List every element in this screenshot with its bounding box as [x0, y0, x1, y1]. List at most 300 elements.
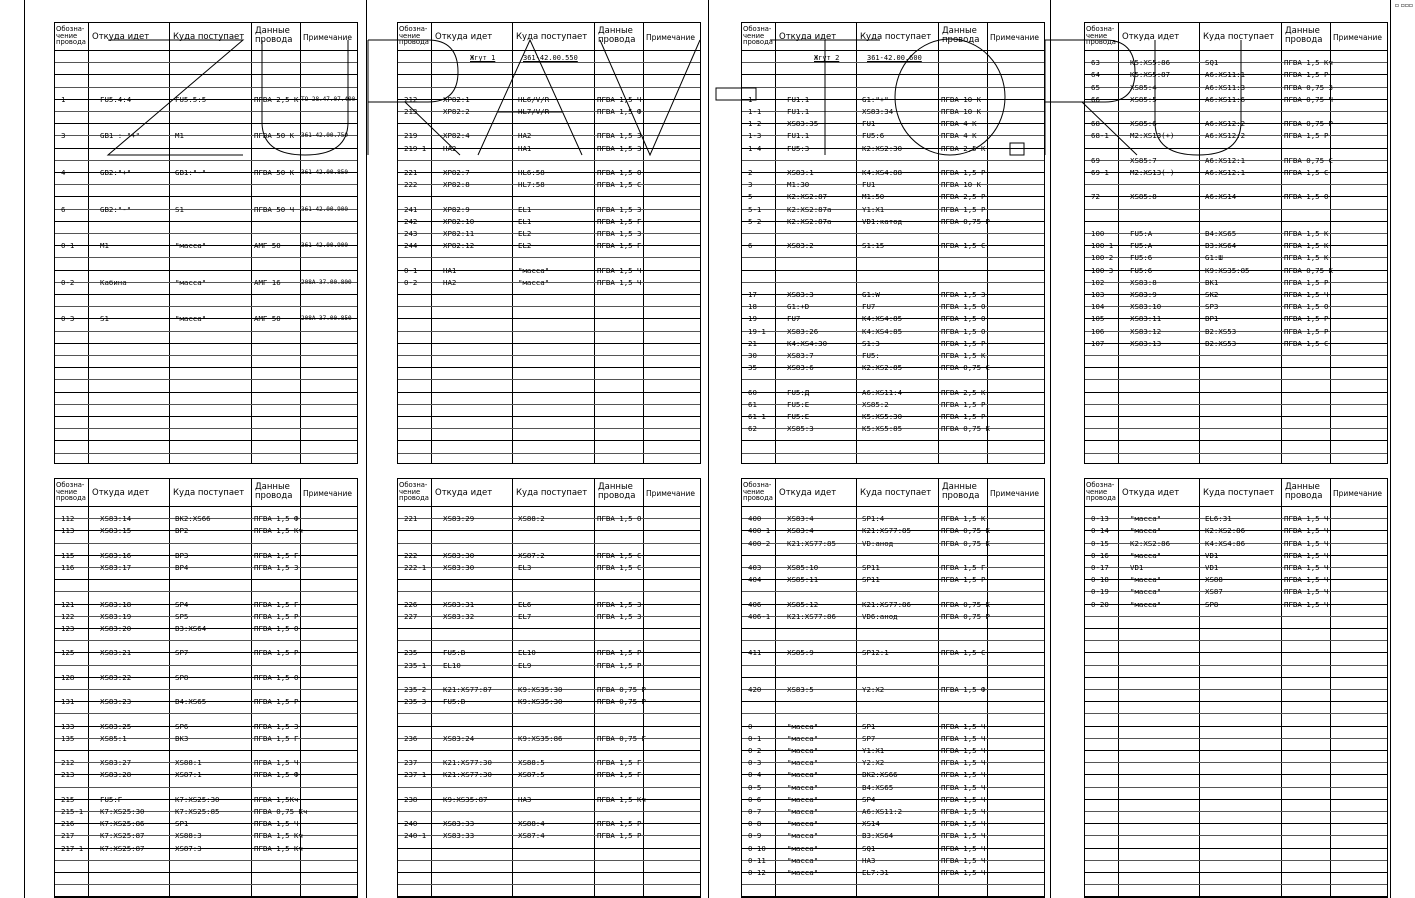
wire-number: 0-3 [61, 314, 75, 324]
wire-number: 1 [748, 94, 753, 104]
header-wire-data: Данные провода [1285, 482, 1323, 501]
wire-number: 222 [404, 180, 418, 190]
wire-data-cell: ПГВА 1,5 С [1284, 167, 1329, 177]
to-cell: K9:XS35:86 [518, 733, 563, 743]
wire-data-cell: ПГВА 2,5 Р [941, 192, 986, 202]
wire-data-cell: ПГВА 1,5 Ч [597, 94, 642, 104]
header-wire-number: Обозна- чение провода [743, 25, 773, 46]
wire-number: 107 [1091, 338, 1105, 348]
to-cell: Y1:X1 [862, 204, 885, 214]
to-cell: "масса" [518, 265, 550, 275]
table-row [398, 733, 700, 745]
to-cell: A6:XS11:2 [862, 806, 903, 816]
wire-number: 0-2 [61, 277, 75, 287]
to-cell: EL1 [518, 204, 532, 214]
wire-data-cell: ПГВА 1,5 Ч [254, 758, 299, 768]
to-cell: XS87:4 [518, 831, 545, 841]
to-cell: BP3 [175, 550, 189, 560]
table-row [1085, 574, 1387, 586]
wire-data-cell: ПГВА 0,75 С [1284, 155, 1333, 165]
from-cell: K5:XS5:86 [1130, 58, 1171, 68]
table-row [398, 513, 700, 525]
table-row [742, 130, 1044, 142]
from-cell: XP82:8 [443, 180, 470, 190]
wire-data-cell: ПГВА 1,5 З [597, 131, 642, 141]
table-row [55, 167, 357, 179]
from-cell: FU5:Г [100, 794, 123, 804]
to-cell: K2:XS2:85 [862, 363, 903, 373]
wire-number: 61 [748, 399, 757, 409]
wire-data-cell: ПГВА 1,5 Ч [941, 733, 986, 743]
wire-data-cell: АМГ 16 [254, 277, 281, 287]
to-cell: B3:XS64 [862, 831, 894, 841]
wire-number: 131 [61, 697, 75, 707]
wire-data-cell: ПГВА 1,5 Ч [1284, 599, 1329, 609]
to-cell: K7:XS25:30 [175, 794, 220, 804]
page-boundary-line [1390, 0, 1391, 898]
wire-number: 69-1 [1091, 167, 1109, 177]
to-cell: FU5:6 [862, 131, 885, 141]
wire-number: 237-1 [404, 770, 427, 780]
wire-table-8 [1084, 478, 1388, 898]
from-cell: FU7 [787, 314, 801, 324]
from-cell: "масса" [1130, 550, 1162, 560]
to-cell: EL6:31 [1205, 514, 1232, 524]
from-cell: FU5:А [1130, 228, 1153, 238]
wire-number: 35 [748, 363, 757, 373]
to-cell: K4:XS4:86 [1205, 538, 1246, 548]
to-cell: VD1 [1205, 550, 1219, 560]
header-wire-number: Обозна- чение провода [56, 481, 86, 502]
to-cell: HL6/V/R [518, 94, 550, 104]
wire-number: 219 [404, 131, 418, 141]
wire-data-cell: ПГВА 1,5 Р [1284, 314, 1329, 324]
table-row [742, 757, 1044, 769]
table-row [742, 143, 1044, 155]
wire-number: 0-7 [748, 806, 762, 816]
wire-number: 0-14 [1091, 526, 1109, 536]
from-cell: "масса" [787, 745, 819, 755]
wire-data-cell: ПГВА 1,5 Ф [597, 106, 642, 116]
from-cell: XS83:4 [787, 514, 814, 524]
header-note: Примечание [990, 33, 1039, 42]
from-cell: XS83:31 [443, 599, 475, 609]
wire-data-cell: ПГВА 1,5 Р [254, 648, 299, 658]
wire-data-cell: ПГВА 1,5 С [941, 241, 986, 251]
wire-number: 2 [748, 167, 753, 177]
from-cell: XS83:33 [443, 819, 475, 829]
from-cell: XS83:5 [787, 684, 814, 694]
to-cell: S1 [175, 204, 184, 214]
from-cell: XS83:15 [100, 526, 132, 536]
wire-number: 1-3 [748, 131, 762, 141]
table-row [742, 867, 1044, 879]
from-cell: HA2 [443, 143, 457, 153]
wire-number: 212 [61, 758, 75, 768]
wire-data-cell: ПГВА 1,5 Р [597, 819, 642, 829]
wire-data-cell: ПГВА 1,5 Г [254, 733, 299, 743]
wire-number: 237 [404, 758, 418, 768]
table-row [398, 696, 700, 708]
to-cell: M1:50 [862, 192, 885, 202]
from-cell: "масса" [787, 831, 819, 841]
wire-number: 64 [1091, 70, 1100, 80]
from-cell: "масса" [787, 770, 819, 780]
to-cell: EL3 [518, 562, 532, 572]
wire-number: 0-10 [748, 843, 766, 853]
wire-number: 4 [61, 167, 66, 177]
table-row [1085, 277, 1387, 289]
table-row [55, 525, 357, 537]
wire-number: 0-12 [748, 867, 766, 877]
wire-number: 0-1 [748, 733, 762, 743]
from-cell: K7:XS25:86 [100, 819, 145, 829]
table-row [742, 350, 1044, 362]
from-cell: XS83:21 [100, 648, 132, 658]
table-row [398, 143, 700, 155]
from-cell: K7:XS25:87 [100, 831, 145, 841]
to-cell: SQ1 [1205, 58, 1219, 68]
wire-number: 215-1 [61, 806, 84, 816]
wire-number: 213 [404, 106, 418, 116]
wire-table-6 [397, 478, 701, 898]
wire-data-cell: ПГВА 0,75 К [1284, 265, 1333, 275]
from-cell: K7:XS25:87 [100, 843, 145, 853]
wire-number: 238 [404, 794, 418, 804]
note-cell: 208А-37.00.850 [301, 315, 352, 323]
wire-number: 1-2 [748, 119, 762, 129]
wire-data-cell: ПГВА 1,5 Кч [597, 794, 646, 804]
from-cell: XS83:20 [100, 623, 132, 633]
wire-data-cell: ПГВА 0,75 С [941, 363, 990, 373]
wire-number: 19 [748, 314, 757, 324]
wire-data-cell: ПГВА 0,75 Р [1284, 119, 1333, 129]
wire-number: 66 [1091, 94, 1100, 104]
wire-number: 403 [748, 562, 762, 572]
wire-data-cell: ПГВА 1,5 О [597, 514, 642, 524]
from-cell: XS85:9 [787, 648, 814, 658]
to-cell: G1:W [862, 289, 880, 299]
table-row [398, 684, 700, 696]
table-row [55, 830, 357, 842]
to-cell: EL2 [518, 241, 532, 251]
wire-data-cell: ПГВА 1,5 Р [597, 648, 642, 658]
from-cell: XP82:11 [443, 228, 475, 238]
wire-data-cell: ПГВА 1,5Кч [254, 794, 299, 804]
table-row [742, 562, 1044, 574]
table-row [55, 806, 357, 818]
to-cell: B3:XS64 [1205, 241, 1237, 251]
to-cell: B2:XS53 [1205, 326, 1237, 336]
table-row [55, 757, 357, 769]
wire-number: 0-19 [1091, 587, 1109, 597]
from-cell: XS83:25 [100, 721, 132, 731]
header-to: Куда поступает [173, 32, 245, 42]
wire-number: 62 [748, 424, 757, 434]
table-row [742, 855, 1044, 867]
table-row [742, 191, 1044, 203]
from-cell: XS83:19 [100, 611, 132, 621]
wire-data-cell: ПГВА 1,5 Г [941, 562, 986, 572]
wire-number: 1 [61, 94, 66, 104]
to-cell: "масса" [518, 277, 550, 287]
from-cell: XS83:8 [1130, 277, 1157, 287]
wire-data-cell: ПГВА 1,5 Р [941, 204, 986, 214]
wire-data-cell: ПГВА 1,5 Ч [254, 819, 299, 829]
table-row [398, 179, 700, 191]
to-cell: K9:XS35:30 [518, 684, 563, 694]
wire-number: 221 [404, 514, 418, 524]
wire-number: 100-1 [1091, 241, 1114, 251]
from-cell: XS83:10 [1130, 302, 1162, 312]
from-cell: XS83:16 [100, 550, 132, 560]
wire-number: 0-13 [1091, 514, 1109, 524]
table-row [1085, 252, 1387, 264]
header-from: Откуда идет [1122, 32, 1180, 42]
wire-number: 406-1 [748, 611, 771, 621]
to-cell: BK2:XS66 [862, 770, 898, 780]
wire-number: 104 [1091, 302, 1105, 312]
wire-data-cell: ПГВА 1,5 Ч [1284, 526, 1329, 536]
to-cell: K9:XS35:85 [1205, 265, 1250, 275]
table-row [398, 130, 700, 142]
to-cell: K4:XS4:85 [862, 326, 903, 336]
from-cell: XS83:28 [100, 770, 132, 780]
table-row [398, 106, 700, 118]
wire-data-cell: ПГВА 1,5 З [254, 721, 299, 731]
wire-data-cell: ПГВА 1,5 Р [941, 399, 986, 409]
wire-number: 0-2 [748, 745, 762, 755]
wire-number: 116 [61, 562, 75, 572]
wire-number: 5-1 [748, 204, 762, 214]
wire-number: 102 [1091, 277, 1105, 287]
wire-data-cell: ПГВА 1,5 Г [254, 550, 299, 560]
to-cell: SP7 [175, 648, 189, 658]
wire-number: 68 [1091, 119, 1100, 129]
from-cell: XS85:4 [1130, 82, 1157, 92]
from-cell: XS85:7 [1130, 155, 1157, 165]
from-cell: K21:XS77:85 [787, 538, 836, 548]
to-cell: VD:анод [862, 538, 894, 548]
from-cell: XP82:7 [443, 167, 470, 177]
to-cell: XS88:2 [518, 514, 545, 524]
table-row [742, 818, 1044, 830]
from-cell: XS83:17 [100, 562, 132, 572]
from-cell: FU1.1 [787, 131, 810, 141]
wire-data-cell: ПГВА 1,5 Ч [941, 819, 986, 829]
wire-number: 125 [61, 648, 75, 658]
from-cell: K21:XS77:30 [443, 758, 492, 768]
to-cell: Y2:X2 [862, 758, 885, 768]
wire-number: 0-4 [748, 770, 762, 780]
to-cell: A6:XS12:2 [1205, 131, 1246, 141]
wire-number: 242 [404, 216, 418, 226]
table-row [742, 684, 1044, 696]
to-cell: A6:XS12:1 [1205, 155, 1246, 165]
wire-number: 61-1 [748, 411, 766, 421]
from-cell: HA2 [443, 277, 457, 287]
wire-number: 106 [1091, 326, 1105, 336]
header-note: Примечание [1333, 33, 1382, 42]
wire-data-cell: ПГВА 1,5 Р [1284, 70, 1329, 80]
wire-data-cell: ПГВА 1,5 Г [597, 758, 642, 768]
from-cell: FU5:В [443, 697, 466, 707]
table-row [398, 769, 700, 781]
wire-table-2 [397, 22, 701, 464]
table-row [742, 289, 1044, 301]
wire-number: 235 [404, 648, 418, 658]
from-cell: FU5.4:4 [100, 94, 132, 104]
wire-data-cell: ПГВА 1,5 Р [941, 575, 986, 585]
wire-data-cell: ПГВА 4 К [941, 131, 977, 141]
table-row [742, 326, 1044, 338]
table-row [1085, 313, 1387, 325]
table-row [742, 538, 1044, 550]
table-row [1085, 599, 1387, 611]
wire-number: 0-2 [404, 277, 418, 287]
wire-number: 5-2 [748, 216, 762, 226]
wire-data-cell: АМГ 50 [254, 314, 281, 324]
wire-number: 404 [748, 575, 762, 585]
from-cell: XS83:3 [787, 289, 814, 299]
wire-data-cell: ПГВА 1,5 Р [1284, 277, 1329, 287]
to-cell: Y1:X1 [862, 745, 885, 755]
wire-data-cell: ПГВА 1,5 К [941, 350, 986, 360]
wire-number: 217-1 [61, 843, 84, 853]
corner-mark: ▫ ▫▫▫ [1394, 2, 1413, 9]
wire-number: 21 [748, 338, 757, 348]
from-cell: FU1.1 [787, 94, 810, 104]
table-row [1085, 167, 1387, 179]
from-cell: XS83:9 [1130, 289, 1157, 299]
wire-number: 0-5 [748, 782, 762, 792]
wire-number: 221 [404, 167, 418, 177]
wire-data-cell: ПГВА 1,5 Ч [941, 843, 986, 853]
to-cell: VD1 [1205, 562, 1219, 572]
from-cell: XS83:7 [787, 350, 814, 360]
page-boundary-line [708, 0, 709, 898]
header-from: Откуда идет [779, 32, 837, 42]
header-from: Откуда идет [779, 488, 837, 498]
wire-number: 65 [1091, 82, 1100, 92]
wire-number: 122 [61, 611, 75, 621]
from-cell: EL10 [443, 660, 461, 670]
wire-data-cell: ПГВА 1,5 Ч [941, 867, 986, 877]
wire-data-cell: ПГВА 1,5 Ф [254, 770, 299, 780]
wire-data-cell: ПГВА 4 К [941, 119, 977, 129]
from-cell: M1:30 [787, 180, 810, 190]
from-cell: S1 [100, 314, 109, 324]
to-cell: K2:XS2:86 [1205, 526, 1246, 536]
from-cell: XS83:11 [1130, 314, 1162, 324]
from-cell: XS83:29 [443, 514, 475, 524]
wire-number: 215 [61, 794, 75, 804]
to-cell: EL6 [518, 599, 532, 609]
wire-number: 244 [404, 241, 418, 251]
wire-data-cell: ПГВА 1,5 Ч [1284, 575, 1329, 585]
to-cell: "масса" [175, 277, 207, 287]
to-cell: FU1 [862, 119, 876, 129]
table-row [398, 216, 700, 228]
to-cell: S1:15 [862, 241, 885, 251]
to-cell: SP3 [1205, 302, 1219, 312]
from-cell: K21:XS77:86 [787, 611, 836, 621]
to-cell: EL2 [518, 228, 532, 238]
wire-data-cell: ПГВА 10 К [941, 180, 982, 190]
to-cell: VD6:анод [862, 611, 898, 621]
to-cell: EL1 [518, 216, 532, 226]
from-cell: K5:XS5:87 [1130, 70, 1171, 80]
table-row [742, 216, 1044, 228]
header-to: Куда поступает [1203, 32, 1275, 42]
from-cell: GB2:"+" [100, 167, 132, 177]
table-row [1085, 538, 1387, 550]
wire-number: 0 [748, 721, 753, 731]
wire-data-cell: ПГВА 1,5 Ч [597, 277, 642, 287]
wire-data-cell: ПГВА 2,5 К [254, 94, 299, 104]
table-row [742, 94, 1044, 106]
wire-number: 17 [748, 289, 757, 299]
from-cell: XS85:3 [787, 424, 814, 434]
to-cell: BP4 [175, 562, 189, 572]
wire-data-cell: ПГВА 0,75 Р [597, 697, 646, 707]
note-cell: 361-42.00.850 [301, 168, 348, 176]
wire-number: 19-1 [748, 326, 766, 336]
wire-data-cell: ПГВА 1,5 О [941, 326, 986, 336]
table-row [742, 204, 1044, 216]
from-cell: XS83:23 [100, 697, 132, 707]
table-row [398, 611, 700, 623]
table-row [742, 118, 1044, 130]
harness-code: 361-42.00.600 [867, 54, 922, 62]
table-row [742, 647, 1044, 659]
wire-number: 219-1 [404, 143, 427, 153]
table-row [742, 513, 1044, 525]
from-cell: XS83:26 [787, 326, 819, 336]
from-cell: XS83:30 [443, 562, 475, 572]
from-cell: "масса" [787, 782, 819, 792]
to-cell: EL7 [518, 611, 532, 621]
table-row [55, 696, 357, 708]
header-wire-data: Данные провода [598, 26, 636, 45]
table-row [1085, 228, 1387, 240]
to-cell: K2:XS2:30 [862, 143, 903, 153]
wire-number: 235-2 [404, 684, 427, 694]
to-cell: SP7 [862, 733, 876, 743]
wire-number: 240-1 [404, 831, 427, 841]
wire-data-cell: ПГВА 1,5 К [1284, 228, 1329, 238]
header-wire-number: Обозна- чение провода [1086, 481, 1116, 502]
wire-data-cell: ПГВА 1,5 Ч [941, 794, 986, 804]
wire-data-cell: ПГВА 1,5 Р [1284, 131, 1329, 141]
note-cell: 208А-37.00.800 [301, 278, 352, 286]
to-cell: XS88 [1205, 575, 1223, 585]
wire-number: 100-2 [1091, 253, 1114, 263]
table-row [398, 550, 700, 562]
from-cell: XS83:27 [100, 758, 132, 768]
to-cell: G1:"+" [862, 94, 889, 104]
to-cell: XS14 [862, 819, 880, 829]
wire-number: 123 [61, 623, 75, 633]
wire-data-cell: ПГВА 1,5 Ч [941, 770, 986, 780]
to-cell: S1:3 [862, 338, 880, 348]
wire-data-cell: ПГВА 1,5 О [1284, 192, 1329, 202]
from-cell: Кабина [100, 277, 127, 287]
wire-data-cell: ПГВА 1,5 З [597, 611, 642, 621]
from-cell: "масса" [787, 855, 819, 865]
wire-data-cell: ПГВА 0,75 К [941, 424, 990, 434]
note-cell: 361-42.00.750 [301, 132, 348, 140]
